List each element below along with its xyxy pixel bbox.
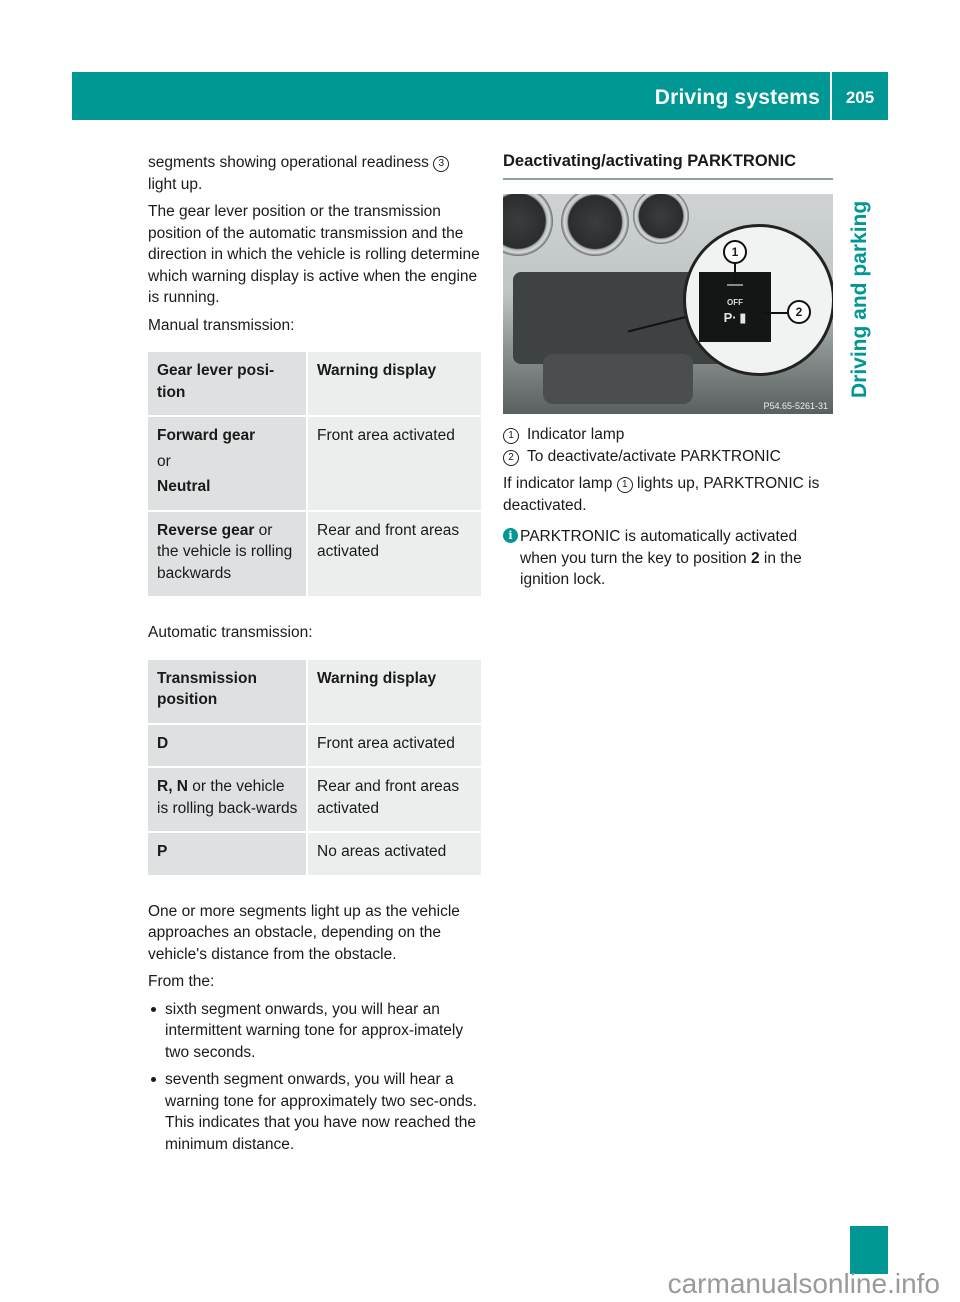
position-cell: [148, 832, 307, 876]
display-cell: Front area activated: [307, 416, 481, 511]
position-bold: P: [157, 843, 168, 860]
automatic-transmission-table: [148, 660, 481, 877]
table-row: [148, 416, 481, 511]
gear-paragraph: The gear lever position or the transmission position of the automatic transmission and the direction in which the vehicle is rolling determine which warning display is active when the engine is running.: [148, 203, 480, 306]
status-text: If indicator lamp: [503, 475, 613, 492]
manual-transmission-table: [148, 352, 481, 598]
header-cell: Gear lever posi-tion: [148, 352, 307, 416]
indicator-status-paragraph: [503, 473, 833, 516]
air-vent-icon: [503, 194, 553, 256]
position-bold: Neutral: [157, 478, 211, 495]
info-note: [503, 526, 833, 591]
position-cell: [148, 416, 307, 511]
legend-text: Indicator lamp: [527, 426, 625, 443]
legend-item-2: [503, 446, 833, 468]
parktronic-section-title: Deactivating/activating PARKTRONIC: [503, 152, 833, 180]
from-label: From the:: [148, 973, 215, 990]
callout-1-icon: 1: [617, 477, 633, 493]
table-header-row: [148, 660, 481, 724]
header-cell: Warning display: [307, 352, 481, 416]
section-header-band: [72, 72, 830, 120]
list-item: sixth segment onwards, you will hear an intermittent warning tone for approx-imately two seconds.: [148, 999, 481, 1064]
display-cell: Rear and front areas activated: [307, 767, 481, 832]
display-cell: Rear and front areas activated: [307, 511, 481, 598]
watermark: carmanualsonline.info: [667, 1268, 940, 1299]
position-bold: Reverse gear: [157, 521, 255, 539]
dashboard-photo: [503, 194, 833, 414]
position-rest: or the vehicle is rolling backwards: [157, 521, 293, 582]
callout-3-icon: 3: [433, 156, 449, 172]
intro-text: segments showing operational readiness: [148, 154, 429, 171]
table-row: [148, 767, 481, 832]
legend-item-1: [503, 424, 833, 446]
bullet-list: [148, 999, 481, 1156]
position-bold: D: [157, 734, 169, 752]
legend-text: To deactivate/activate PARKTRONIC: [527, 447, 781, 465]
table-row: [148, 832, 481, 876]
chapter-tab-marker: [850, 1226, 888, 1274]
header-cell: Warning display: [307, 660, 481, 724]
chapter-side-tab: Driving and parking: [848, 200, 871, 398]
position-or: or: [157, 452, 171, 470]
right-column: [503, 152, 833, 591]
section-title: Driving systems: [654, 86, 820, 109]
indicator-lamp: [727, 284, 743, 286]
table-row: [148, 724, 481, 768]
callout-2-icon: 2: [503, 450, 519, 466]
off-label: OFF: [727, 298, 743, 307]
position-cell: [148, 767, 307, 832]
position-cell: [148, 511, 307, 598]
note-text: PARKTRONIC is automatically activated when you turn the key to position: [520, 528, 798, 567]
position-bold: Forward gear: [157, 427, 256, 444]
callout-1-leader: [734, 262, 736, 284]
parktronic-symbol-icon: P· ▮: [723, 310, 747, 325]
photo-code: P54.65-5261-31: [763, 401, 828, 411]
air-vent-icon: [633, 194, 689, 244]
air-vent-icon: [561, 194, 629, 256]
info-icon: i: [503, 528, 518, 543]
left-column: [148, 152, 481, 1161]
callout-2-leader: [763, 312, 789, 314]
automatic-transmission-label: Automatic transmission:: [148, 624, 313, 641]
intro-tail: light up.: [148, 175, 203, 193]
table-row: [148, 511, 481, 598]
climate-controls: [543, 354, 693, 404]
callout-2-icon: 2: [787, 300, 811, 324]
callout-1-icon: 1: [503, 428, 519, 444]
note-bold: 2: [750, 549, 760, 567]
display-cell: No areas activated: [307, 832, 481, 876]
page-number: 205: [845, 88, 875, 107]
header-cell: Transmission position: [148, 660, 307, 724]
note-text: in the ignition lock.: [520, 549, 802, 588]
intro-paragraph: [148, 152, 481, 195]
page-number-box: [832, 72, 888, 120]
manual-transmission-label: Manual transmission:: [148, 316, 295, 334]
position-rest: or the vehicle is rolling back-wards: [157, 778, 298, 817]
table-header-row: [148, 352, 481, 416]
segments-paragraph: One or more segments light up as the vehicle approaches an obstacle, depending on the vehicle's distance from the obstacle.: [148, 902, 460, 963]
position-cell: [148, 724, 307, 768]
position-bold: R, N: [157, 778, 188, 795]
list-item: seventh segment onwards, you will hear a warning tone for approximately two sec-onds. This indicates that you have now reached the minimum distance.: [148, 1069, 481, 1155]
display-cell: Front area activated: [307, 724, 481, 768]
callout-1-icon: 1: [723, 240, 747, 264]
status-text: lights up, PARKTRONIC is deactivated.: [503, 475, 820, 514]
